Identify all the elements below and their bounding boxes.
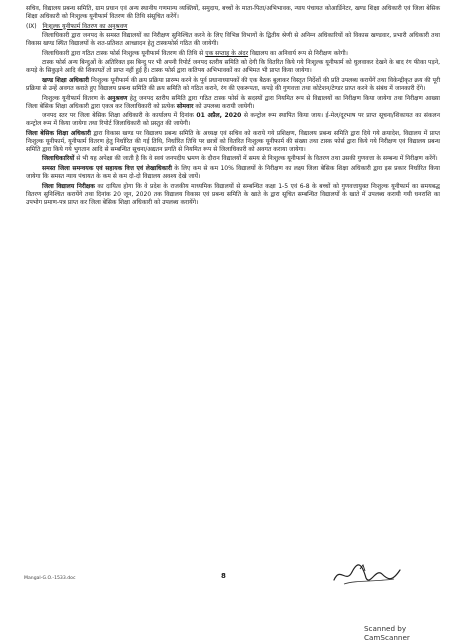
paragraph-district-magistrates: जिलाधिकारियों से भी यह अपेक्षा की जाती है कि वे स्वयं जनपदीय भ्रमण के दौरान विद्यालयों में समय से निःशुल्क यूनीफार्म के वितरण तथा उसकी गुणवत्ता के सम्बन्ध में निरीक्षण करेंगें।: [42, 155, 438, 163]
coordinators-label: समस्त जिला समन्वयक एवं सहायक वित्त एवं लेखाधिकारी: [42, 164, 172, 172]
dios-label: जिला विद्यालय निरीक्षक: [42, 182, 95, 190]
document-body: [26, 5, 440, 208]
dm-label: जिलाधिकारियों: [42, 155, 75, 163]
paragraph-control-room: जनपद स्तर पर जिला बेसिक शिक्षा अधिकारी के कार्यालय में दिनांक 01 अप्रैल, 2020 से कन्ट्रोल रूम स्थापित किया जाय। ई-मेल/दूरभाष पर प्राप्त सूचना/शिकायत का संकलन कन्ट्रोल रूम में किया जायेगा तथा रिपोर्ट जिलाधिकारी को प्रस्तुत की जायेगी।: [26, 112, 440, 128]
paragraph-coordinators: समस्त जिला समन्वयक एवं सहायक वित्त एवं लेखाधिकारी के लिए कम से कम 10% विद्यालयों के निरीक्षण का लक्ष्य जिला बेसिक शिक्षा अधिकारी द्वारा इस प्रकार निर्धारित किया जायेगा कि समस्त न्याय पंचायत के कम से कम दो-दो विद्यालय अवश्य देखे जायें।: [26, 164, 440, 180]
paragraph-taskforce-report: टास्क फोर्स अन्य बिन्दुओं के अतिरिक्त इस बिन्दु पर भी अपनी रिपोर्ट जनपद स्तरीय समिति को देगी कि वितरित किये गये निःशुल्क यूनीफार्म को धुलवाकर देखने के बाद रंग फीका पड़ने, कपड़े के सिकुड़ने आदि की शिकायतें तो प्राप्त नहीं हुई हैं। टास्क फोर्स द्वारा कतिपय अभिभावकों का अभिमत भी प्राप्त किया जायेगा।: [26, 59, 440, 75]
section-ix-heading: [26, 23, 440, 31]
bsa-label: जिला बेसिक शिक्षा अधिकारी: [26, 129, 91, 137]
beo-label: खण्ड शिक्षा अधिकारी: [42, 76, 90, 84]
page-number: 8: [221, 572, 226, 580]
file-reference: Mangal-G.O.-1533.doc: [24, 576, 76, 581]
paragraph-stakeholders: सचिव, विद्यालय प्रबन्ध समिति, ग्राम प्रधान एवं अन्य स्थानीय गणमान्य व्यक्तियों, समुदाय, बच्चों के माता-पिता/अभिभावक, न्याय पंचायत कोआर्डिनेटर, खण्ड शिक्षा अधिकारी एवं जिला बेसिक शिक्षा अधिकारी को निःशुल्क यूनीफार्म वितरण की तिथि संसूचित करेंगें।: [26, 5, 440, 20]
one-week-emphasis: एक सप्ताह के अंदर: [205, 49, 249, 57]
paragraph-beo: खण्ड शिक्षा अधिकारी निःशुल्क यूनीफार्म की क्रय प्रक्रिया प्रारम्भ करने के पूर्व प्रधानाध्यापकों की एक बैठक बुलाकर विस्तृत निर्देशों की प्रति उपलब्ध करायेंगें तथा विकेन्द्रीकृत क्रय की पूरी प्रक्रिया से उन्हें अवगत कराते हुए विद्यालय प्रबन्ध समिति की क्रय समिति को गठित कराने, रंग की एकरूपता, कपड़े की गुणवत्ता तथा कोटेशन/टेण्डर प्राप्त करने के संबंध में जानकारी देंगे।: [26, 76, 441, 92]
section-title: निःशुल्क यूनीफार्म वितरण का अनुश्रवण: [42, 22, 128, 30]
paragraph-monitoring: निःशुल्क यूनीफार्म वितरण के अनुश्रवण हेतु जनपद स्तरीय समिति द्वारा गठित टास्क फोर्स के सदस्यों द्वारा नियमित रूप से विद्यालयों का निरीक्षण किया जायेगा तथा निरीक्षण आख्या जिला बेसिक शिक्षा अधिकारी द्वारा एकत्र कर जिलाधिकारी को प्रत्येक सोमवार को उपलब्ध करायी जायेगी।: [26, 94, 440, 110]
paragraph-taskforce-formation: जिलाधिकारी द्वारा जनपद के समस्त विद्यालयों का निरीक्षण सुनिश्चित करने के लिए विभिन्न विभागों के द्वितीय श्रेणी से अनिम्न अधिकारियों को विकास खण्डवार, प्रभारी अधिकारी तथा विकास खण्ड स्थित विद्यालयों के शत-प्रतिशत आच्छादन हेतु टास्कफोर्स गठित की जायेगी।: [26, 32, 440, 48]
paragraph-taskforce-inspection: जिलाधिकारी द्वारा गठित टास्क फोर्स निःशुल्क यूनीफार्म वितरण की तिथि से एक सप्ताह के अंदर विद्यालय का अनिवार्य रूप से निरीक्षण करेगी।: [42, 49, 348, 57]
signature-mark: [330, 560, 410, 590]
scanner-watermark: Scanned by CamScanner: [364, 624, 410, 642]
paragraph-bsa: जिला बेसिक शिक्षा अधिकारी द्वारा विकास खण्ड पर विद्यालय प्रबन्ध समिति के अध्यक्ष एवं सचिव को कराये गये प्रशिक्षण, विद्यालय प्रबन्ध समिति द्वारा दिये गये क्रयादेश, विद्यालय में प्राप्त निःशुल्क यूनीफार्म, यूनीफार्म वितरण हेतु निर्धारित की गई तिथि, निर्धारित तिथि पर छात्रों को वितरित निःशुल्क यूनीफार्म की संख्या तथा टास्क फोर्स द्वारा किये गये निरीक्षण एवं विद्यालय प्रबन्ध समिति द्वारा किये गये भुगतान आदि से सम्बन्धित सूचना/अद्यतन प्रगति से नियमित रूप से जिलाधिकारी को अवगत कराया जायेगा।: [26, 129, 440, 153]
section-number: (IX): [26, 22, 37, 30]
paragraph-dios: जिला विद्यालय निरीक्षक का दायित्व होगा कि वे प्रदेश के राजकीय माध्यमिक विद्यालयों से सम्बन्धित कक्षा 1-5 एवं 6-8 के बच्चों को गुणवत्तायुक्त निःशुल्क यूनीफार्म का समयबद्ध वितरण सुनिश्चित करायेंगे तथा दिनांक 20 जून, 2020 तक विद्यालय विकास एवं प्रबन्ध समिति के खाते के द्वारा सूचित सम्बन्धित विद्यालयों के खाते में उपलब्ध करायी गयी धनराशि का उपभोग प्रमाण-पत्र प्राप्त कर जिला बेसिक शिक्षा अधिकारी को उपलब्ध करायेंगे।: [26, 182, 440, 206]
control-room-date: 01 अप्रैल, 2020: [196, 112, 242, 120]
